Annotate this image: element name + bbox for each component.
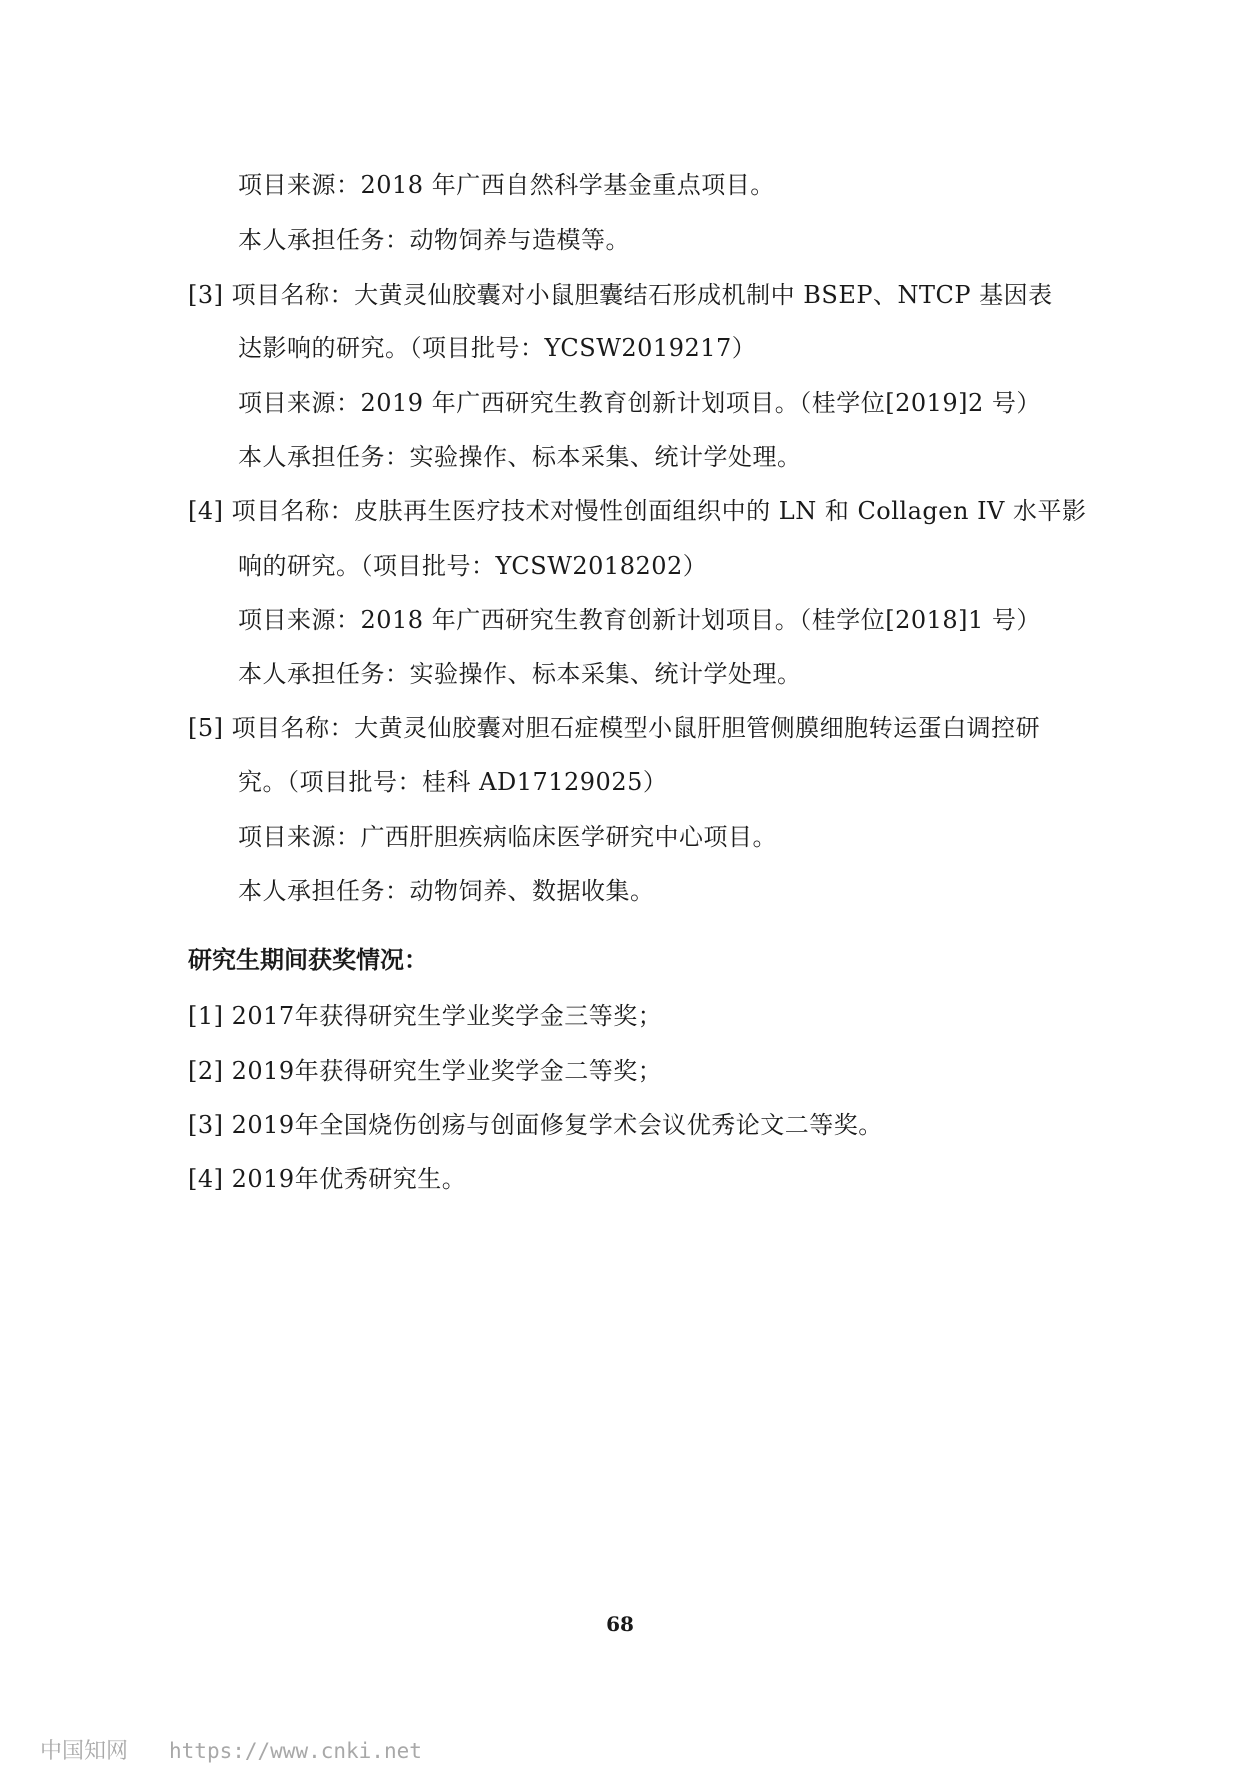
project-4-name-line-2: 响的研究。（项目批号：YCSW2018202） [238, 552, 708, 580]
project-3-name-line-2: 达影响的研究。（项目批号：YCSW2019217） [238, 334, 757, 362]
award-item: [4] 2019年优秀研究生。 [188, 1165, 467, 1193]
project-4-name-line-1: [4] 项目名称：皮肤再生医疗技术对慢性创面组织中的 LN 和 Collagen IV 水平影 [188, 497, 1087, 525]
project-2-source: 项目来源：2018 年广西自然科学基金重点项目。 [238, 171, 775, 199]
project-5-name-line-2: 究。（项目批号：桂科 AD17129025） [238, 768, 668, 796]
page-number: 68 [606, 1612, 634, 1636]
award-item: [3] 2019年全国烧伤创疡与创面修复学术会议优秀论文二等奖。 [188, 1111, 883, 1139]
footer-watermark [40, 1738, 422, 1765]
cnki-brand: 中国知网 [40, 1739, 129, 1764]
awards-heading: 研究生期间获奖情况： [188, 945, 428, 974]
project-4-task: 本人承担任务：实验操作、标本采集、统计学处理。 [238, 660, 802, 688]
project-4-source: 项目来源：2018 年广西研究生教育创新计划项目。（桂学位[2018]1 号） [238, 606, 1041, 634]
project-5-name-line-1: [5] 项目名称：大黄灵仙胶囊对胆石症模型小鼠肝胆管侧膜细胞转运蛋白调控研 [188, 714, 1041, 742]
project-5-source: 项目来源：广西肝胆疾病临床医学研究中心项目。 [238, 823, 777, 851]
project-3-task: 本人承担任务：实验操作、标本采集、统计学处理。 [238, 443, 802, 471]
project-3-name-line-1: [3] 项目名称：大黄灵仙胶囊对小鼠胆囊结石形成机制中 BSEP、NTCP 基因表 [188, 281, 1053, 309]
project-2-task: 本人承担任务：动物饲养与造模等。 [238, 226, 630, 254]
project-5-task: 本人承担任务：动物饲养、数据收集。 [238, 877, 655, 905]
award-item: [1] 2017年获得研究生学业奖学金三等奖； [188, 1002, 663, 1030]
award-item: [2] 2019年获得研究生学业奖学金二等奖； [188, 1057, 663, 1085]
cnki-url: https://www.cnki.net [169, 1739, 422, 1763]
project-3-source: 项目来源：2019 年广西研究生教育创新计划项目。（桂学位[2019]2 号） [238, 389, 1041, 417]
